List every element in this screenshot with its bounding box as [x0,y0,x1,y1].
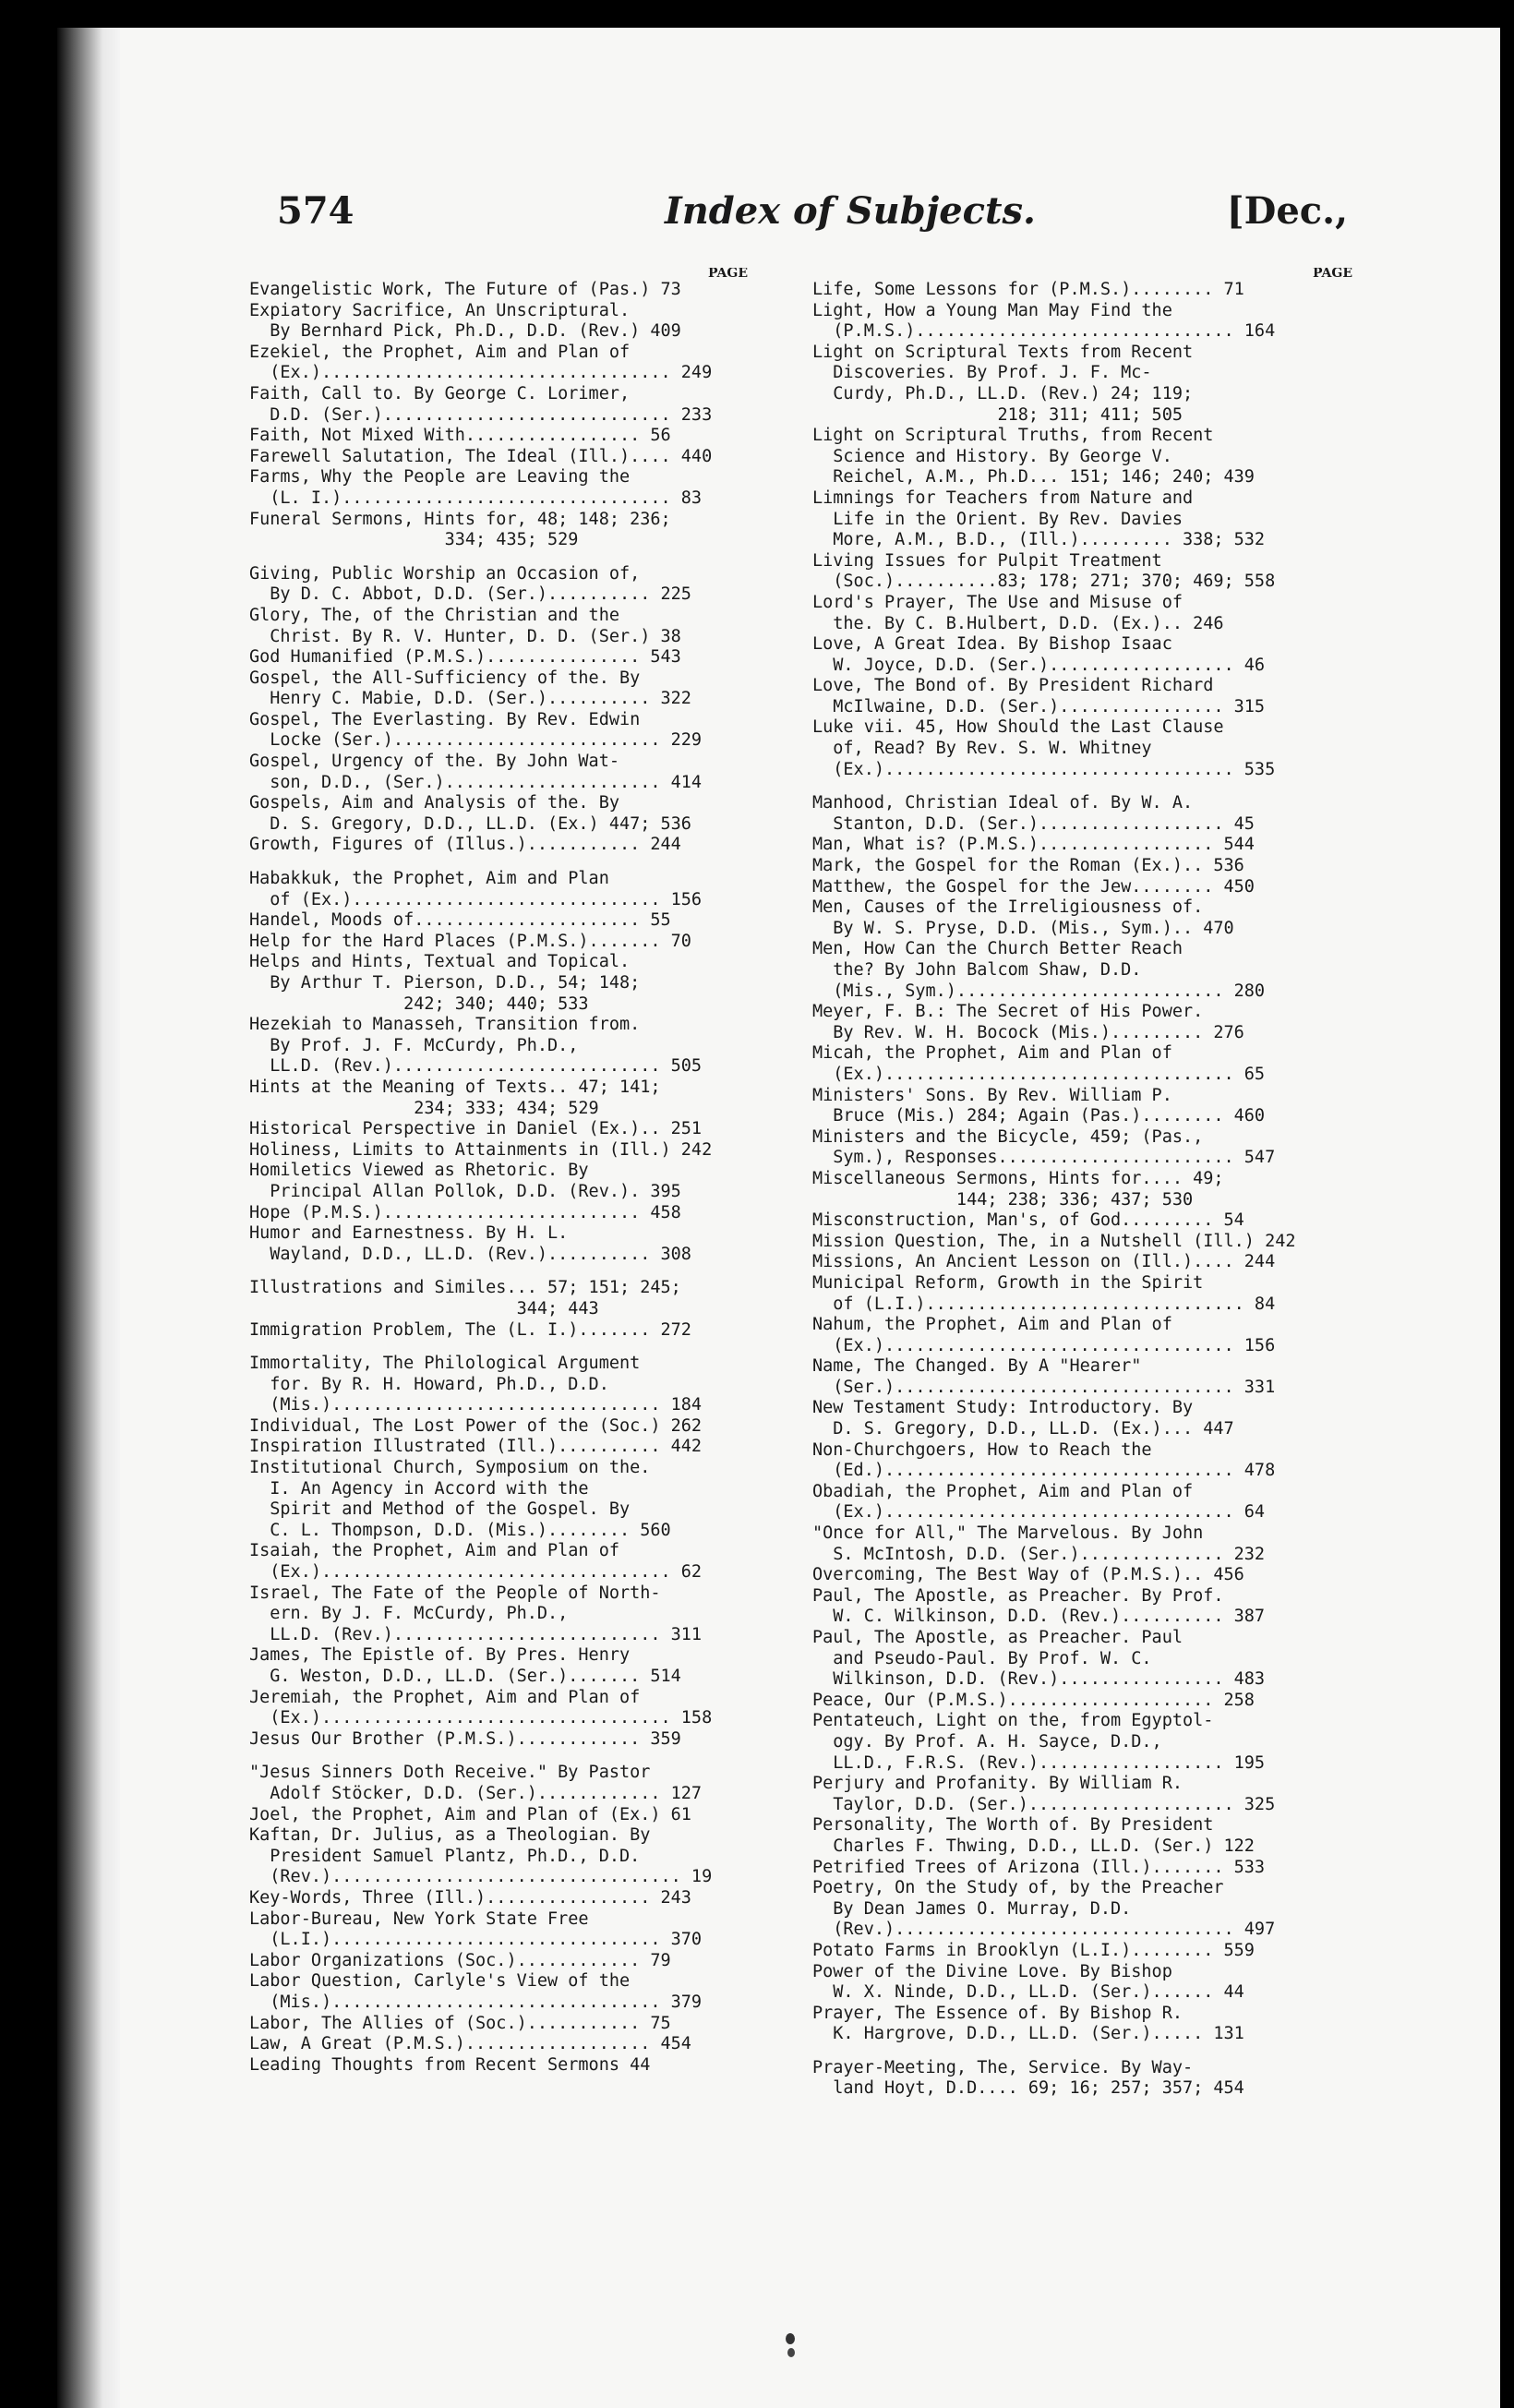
month-marker: [Dec., [1226,189,1348,233]
index-entry [249,1354,748,1416]
book-binding-edge [57,28,122,2408]
index-entry [249,426,748,447]
index-entry-line: Light, How a Young Man May Find the [812,300,1172,320]
index-entry [249,793,748,835]
index-entry [249,1078,748,1119]
index-entry-line: Meyer, F. B.: The Secret of His Power. [812,1002,1204,1022]
index-entry [249,606,748,647]
right-index-column [812,268,1352,2239]
index-entry-line: Wayland, D.D., LL.D. (Rev.).......... 308 [249,1244,691,1264]
index-entry [812,676,1352,717]
index-entry [249,1278,748,1319]
index-entry [249,1971,748,2013]
index-entry-line: Limnings for Teachers from Nature and [812,488,1194,508]
index-entry-line: 234; 333; 434; 529 [249,1098,599,1118]
index-entry-line: Luke vii. 45, How Should the Last Clause [812,717,1224,738]
index-entry-line: By W. S. Pryse, D.D. (Mis., Sym.).. 470 [812,918,1234,938]
index-entry-line: Faith, Call to. By George C. Lorimer, [249,383,631,403]
index-entry [249,1015,748,1078]
index-entry [812,835,1352,856]
index-entry-line: Charles F. Thwing, D.D., LL.D. (Ser.) 122 [812,1836,1255,1856]
index-entry-line: 144; 238; 336; 437; 530 [812,1189,1194,1210]
index-entry [249,869,748,910]
index-entry [812,1002,1352,1043]
index-entry-line: 344; 443 [249,1298,599,1318]
index-entry [812,939,1352,1002]
index-entry [249,301,748,343]
section-gap [249,551,748,564]
index-entry [249,1763,748,1804]
index-entry [249,343,748,384]
left-entries [249,280,748,2076]
index-entry-line: Hezekiah to Manasseh, Transition from. [249,1015,641,1035]
index-entry-line: Perjury and Profanity. By William R. [812,1774,1183,1794]
index-entry-line: God Humanified (P.M.S.)............... 543 [249,647,681,668]
index-entry-line: (Rev.)................................. 497 [812,1920,1276,1940]
index-entry-line: Immortality, The Philological Argument [249,1354,641,1374]
index-entry [249,668,748,710]
index-entry-line: (Ed.).................................. 478 [812,1461,1276,1481]
index-entry [812,1858,1352,1879]
index-entry-line: Kaftan, Dr. Julius, as a Theologian. By [249,1825,651,1846]
index-entry-line: Adolf Stöcker, D.D. (Ser.)............ 127 [249,1783,703,1803]
index-entry-line: D. S. Gregory, D.D., LL.D. (Ex.) 447; 536 [249,813,691,834]
index-entry-line: Hope (P.M.S.)......................... 458 [249,1202,681,1222]
print-speck [783,2331,798,2359]
index-entry-line: Name, The Changed. By A "Hearer" [812,1356,1142,1377]
index-entry [249,1223,748,1265]
index-entry-line: (Ex.).................................. 156 [812,1335,1276,1355]
index-entry-line: (Ex.).................................. 249 [249,363,713,383]
index-entry [249,1888,748,1909]
index-entry-line: Holiness, Limits to Attainments in (Ill.) 242 [249,1139,713,1160]
index-entry [812,793,1352,835]
index-entry-line: Prayer-Meeting, The, Service. By Way- [812,2057,1194,2077]
index-entry-line: Poetry, On the Study of, by the Preacher [812,1878,1224,1898]
index-entry-line: (Rev.).................................. 19 [249,1867,713,1887]
index-entry [812,877,1352,898]
index-entry-line: By Rev. W. H. Bocock (Mis.)......... 276 [812,1022,1244,1042]
index-entry-line: Giving, Public Worship an Occasion of, [249,563,641,584]
index-entry-line: Gospel, Urgency of the. By John Wat- [249,752,619,772]
section-gap [249,1341,748,1354]
section-gap [249,1750,748,1763]
index-entry-line: Gospel, The Everlasting. By Rev. Edwin [249,709,641,729]
index-entry-line: Glory, The, of the Christian and the [249,605,619,625]
index-entry [812,1440,1352,1482]
index-entry-line: of, Read? By Rev. S. W. Whitney [812,739,1152,759]
index-entry-line: Farms, Why the People are Leaving the [249,467,631,488]
index-entry-line: C. L. Thompson, D.D. (Mis.)........ 560 [249,1520,671,1540]
index-entry [812,593,1352,634]
index-entry-line: Matthew, the Gospel for the Jew........ 450 [812,876,1255,897]
index-entry-line: Mission Question, The, in a Nutshell (Ill.) 242 [812,1231,1296,1251]
index-entry-line: (L.I.)................................ 370 [249,1930,703,1950]
index-entry [249,2055,748,2077]
index-entry-line: (Ex.).................................. 158 [249,1708,713,1728]
page-number: 574 [277,189,354,233]
index-entry-line: Manhood, Christian Ideal of. By W. A. [812,793,1194,813]
page-column-heading: PAGE [708,268,748,281]
index-entry-line: "Once for All," The Marvelous. By John [812,1523,1204,1544]
index-entry-line: (Ex.).................................. 535 [812,759,1276,779]
index-entry-line: Life, Some Lessons for (P.M.S.)........ 71 [812,280,1244,299]
index-entry-line: land Hoyt, D.D.... 69; 16; 257; 357; 454 [812,2078,1244,2099]
index-entry-line: the? By John Balcom Shaw, D.D. [812,960,1142,980]
index-entry [249,467,748,509]
index-entry [812,1941,1352,1962]
index-entry-line: Helps and Hints, Textual and Topical. [249,952,631,972]
index-entry-line: Prayer, The Essence of. By Bishop R. [812,2003,1183,2023]
index-entry-line: Habakkuk, the Prophet, Aim and Plan [249,869,609,889]
index-entry [249,1437,748,1458]
index-entry-line: Overcoming, The Best Way of (P.M.S.).. 456 [812,1565,1244,1585]
index-entry-line: Farewell Salutation, The Ideal (Ill.).... 440 [249,446,713,466]
index-entry-line: By Bernhard Pick, Ph.D., D.D. (Rev.) 409 [249,321,681,342]
index-entry-line: Ezekiel, the Prophet, Aim and Plan of [249,342,631,362]
index-entry-line: Labor Organizations (Soc.)............ 79 [249,1950,671,1970]
index-entry-line: Misconstruction, Man's, of God......... 54 [812,1210,1244,1231]
index-entry-line: Israel, The Fate of the People of North- [249,1583,661,1603]
index-entry [249,910,748,932]
index-entry-line: of (Ex.).............................. 156 [249,889,703,909]
index-entry [812,634,1352,676]
index-entry [812,1628,1352,1691]
index-entry-line: (Mis.)................................ 184 [249,1395,703,1415]
index-entry [812,2058,1352,2100]
index-entry-line: More, A.M., B.D., (Ill.)......... 338; 532 [812,530,1266,550]
index-entry-line: ogy. By Prof. A. H. Sayce, D.D., [812,1731,1162,1752]
index-entry [249,1583,748,1646]
index-entry-line: (Mis.)................................ 379 [249,1992,703,2012]
index-entry [249,1161,748,1202]
index-entry [249,1909,748,1951]
index-entry [249,1729,748,1751]
section-gap [249,1265,748,1278]
index-entry-line: Paul, The Apostle, as Preacher. Paul [812,1628,1183,1647]
section-gap [249,856,748,869]
index-entry-line: Growth, Figures of (Illus.)........... 244 [249,835,681,855]
index-entry-line: Micah, the Prophet, Aim and Plan of [812,1043,1172,1064]
index-entry [249,280,748,301]
index-entry-line: K. Hargrove, D.D., LL.D. (Ser.)..... 131 [812,2024,1244,2044]
index-entry-line: ern. By J. F. McCurdy, Ph.D., [249,1604,569,1624]
index-entry-line: (Ex.).................................. 64 [812,1502,1266,1523]
index-entry-line: D. S. Gregory, D.D., LL.D. (Ex.)... 447 [812,1419,1234,1439]
index-entry-line: Inspiration Illustrated (Ill.).......... 442 [249,1437,703,1457]
index-entry-line: Pentateuch, Light on the, from Egyptol- [812,1711,1214,1731]
index-entry-line: Immigration Problem, The (L. I.)....... 272 [249,1319,691,1340]
index-entry-line: By Dean James O. Murray, D.D. [812,1898,1132,1919]
running-header [277,189,1348,245]
index-entry-line: Handel, Moods of...................... 55 [249,910,671,931]
index-entry [249,1825,748,1888]
index-entry [812,1774,1352,1815]
index-entry-line: the. By C. B.Hulbert, D.D. (Ex.).. 246 [812,613,1224,633]
index-entry-line: Gospel, the All-Sufficiency of the. By [249,668,641,688]
index-entry-line: 334; 435; 529 [249,530,579,550]
index-entry [249,1645,748,1687]
index-entry [812,1127,1352,1169]
index-entry [812,280,1352,301]
index-entry [812,1565,1352,1586]
index-entry-line: LL.D. (Rev.).......................... 505 [249,1056,703,1077]
index-entry [812,1878,1352,1941]
index-entry-line: Petrified Trees of Arizona (Ill.)....... 533 [812,1857,1266,1877]
index-entry [249,835,748,856]
index-entry-line: Ministers and the Bicycle, 459; (Pas., [812,1126,1204,1147]
index-entry-line: Life in the Orient. By Rev. Davies [812,509,1183,529]
index-entry [249,1203,748,1224]
index-entry-line: Paul, The Apostle, as Preacher. By Prof. [812,1585,1224,1606]
index-entry-line: of (L.I.)............................... 84 [812,1294,1276,1314]
index-entry-line: Wilkinson, D.D. (Rev.)................ 483 [812,1669,1266,1690]
index-entry-line: By Prof. J. F. McCurdy, Ph.D., [249,1035,579,1055]
index-entry-line: James, The Epistle of. By Pres. Henry [249,1645,631,1666]
index-entry [249,1320,748,1342]
index-entry-line: Personality, The Worth of. By President [812,1815,1214,1836]
index-entry [249,564,748,606]
index-entry-line: Discoveries. By Prof. J. F. Mc- [812,363,1152,383]
index-entry-line: Stanton, D.D. (Ser.).................. 45 [812,813,1255,834]
index-entry [249,2034,748,2055]
index-entry-line: (L. I.)................................ 83 [249,488,703,508]
index-entry-line: G. Weston, D.D., LL.D. (Ser.)....... 514 [249,1667,681,1686]
index-entry [249,1951,748,1972]
index-entry-line: Law, A Great (P.M.S.).................. 454 [249,2034,691,2054]
index-entry [249,1140,748,1162]
index-entry-line: 218; 311; 411; 505 [812,404,1183,425]
index-entry-line: Principal Allan Pollok, D.D. (Rev.). 395 [249,1181,681,1201]
section-gap [812,2045,1352,2058]
index-entry-line: By Arthur T. Pierson, D.D., 54; 148; [249,973,641,993]
index-entry-line: Expiatory Sacrifice, An Unscriptural. [249,300,631,320]
index-entry [249,647,748,668]
index-entry-line: Hints at the Meaning of Texts.. 47; 141; [249,1077,661,1097]
index-entry-line: S. McIntosh, D.D. (Ser.).............. 232 [812,1544,1266,1564]
index-entry [812,343,1352,426]
index-entry [812,1169,1352,1210]
index-entry [812,856,1352,877]
index-entry [812,1356,1352,1398]
index-entry-line: Peace, Our (P.M.S.).................... 258 [812,1690,1255,1710]
index-entry-line: Nahum, the Prophet, Aim and Plan of [812,1315,1172,1335]
index-entry-line: Locke (Ser.).......................... 229 [249,730,703,751]
index-entry-line: Light on Scriptural Texts from Recent [812,342,1194,362]
right-entries [812,280,1352,2100]
index-entry [812,426,1352,488]
index-entry-line: Christ. By R. V. Hunter, D. D. (Ser.) 38 [249,626,681,646]
index-entry-line: LL.D. (Rev.).......................... 311 [249,1624,703,1644]
index-entry-line: (Ex.).................................. 65 [812,1064,1266,1084]
index-entry-line: Love, A Great Idea. By Bishop Isaac [812,634,1172,655]
index-entry-line: Help for the Hard Places (P.M.S.)....... 70 [249,931,691,951]
index-entry-line: Light on Scriptural Truths, from Recent [812,426,1214,446]
index-entry-line: Spirit and Method of the Gospel. By [249,1499,631,1520]
index-entry [249,2014,748,2035]
index-entry-line: and Pseudo-Paul. By Prof. W. C. [812,1648,1152,1668]
index-entry [249,752,748,793]
index-entry-line: Bruce (Mis.) 284; Again (Pas.)........ 460 [812,1106,1266,1126]
index-entry-line: Gospels, Aim and Analysis of the. By [249,793,619,813]
index-entry [812,717,1352,780]
index-entry-line: Obadiah, the Prophet, Aim and Plan of [812,1481,1194,1501]
index-entry-line: Non-Churchgoers, How to Reach the [812,1439,1152,1460]
index-entry-line: W. C. Wilkinson, D.D. (Rev.).......... 387 [812,1607,1266,1627]
index-entry-line: Love, The Bond of. By President Richard [812,676,1214,696]
index-entry-line: W. X. Ninde, D.D., LL.D. (Ser.)...... 44 [812,1982,1244,2003]
index-entry [812,551,1352,593]
index-entry-line: Miscellaneous Sermons, Hints for.... 49; [812,1168,1224,1188]
index-entry [249,1541,748,1583]
left-index-column [249,268,748,2239]
index-entry-line: Labor, The Allies of (Soc.)........... 75 [249,2013,671,2033]
index-entry [249,1416,748,1438]
index-entry [812,1273,1352,1315]
index-entry-line: Science and History. By George V. [812,446,1172,466]
index-entry-line: Sym.), Responses....................... 547 [812,1148,1276,1168]
index-entry-line: Homiletics Viewed as Rhetoric. By [249,1161,589,1181]
index-entry-line: Faith, Not Mixed With................. 56 [249,426,671,446]
page-title: Index of Subjects. [665,189,1036,233]
index-entry-line: Key-Words, Three (Ill.)................ 243 [249,1887,691,1908]
index-entry-line: Evangelistic Work, The Future of (Pas.) 73 [249,280,681,299]
index-entry [812,1523,1352,1565]
index-entry [249,447,748,468]
index-entry [249,510,748,551]
index-entry-line: for. By R. H. Howard, Ph.D., D.D. [249,1374,609,1394]
index-entry-line: Jesus Our Brother (P.M.S.)............ 359 [249,1728,681,1749]
index-entry [812,1398,1352,1439]
index-entry-line: Historical Perspective in Daniel (Ex.).. 251 [249,1119,703,1139]
index-entry [812,1586,1352,1628]
index-entry-line: Institutional Church, Symposium on the. [249,1458,651,1478]
index-entry-line: Municipal Reform, Growth in the Spirit [812,1272,1204,1293]
index-entry-line: Labor Question, Carlyle's View of the [249,1971,631,1992]
index-entry-line: son, D.D., (Ser.)..................... 414 [249,772,703,792]
index-entry [812,1043,1352,1085]
index-entry-line: (Soc.)..........83; 178; 271; 370; 469; 558 [812,572,1276,592]
index-entry-line: D.D. (Ser.)............................ 233 [249,404,713,425]
index-entry [249,384,748,426]
index-entry [812,1691,1352,1712]
index-entry-line: I. An Agency in Accord with the [249,1478,589,1499]
index-entry-line: (Ser.)................................. 331 [812,1377,1276,1397]
index-entry-line: Isaiah, the Prophet, Aim and Plan of [249,1541,619,1561]
index-entry [249,1119,748,1140]
index-entry [812,1962,1352,2004]
index-entry-line: Individual, The Lost Power of the (Soc.) 262 [249,1415,703,1436]
index-entry-line: Men, Causes of the Irreligiousness of. [812,897,1204,918]
index-entry-line: President Samuel Plantz, Ph.D., D.D. [249,1846,641,1866]
index-entry-line: Mark, the Gospel for the Roman (Ex.).. 536 [812,856,1244,876]
index-entry [249,1458,748,1541]
index-entry-line: New Testament Study: Introductory. By [812,1398,1194,1418]
page-column-heading: PAGE [1313,268,1352,281]
index-entry-line: W. Joyce, D.D. (Ser.).................. 46 [812,655,1266,675]
index-entry-line: Curdy, Ph.D., LL.D. (Rev.) 24; 119; [812,383,1194,403]
index-entry [249,710,748,752]
index-entry [812,1815,1352,1857]
index-entry-line: Illustrations and Similes... 57; 151; 245; [249,1278,681,1298]
index-entry-line: Potato Farms in Brooklyn (L.I.)........ 559 [812,1940,1255,1960]
index-entry-line: Missions, An Ancient Lesson on (Ill.).... 244 [812,1252,1276,1272]
index-entry-line: (Mis., Sym.).......................... 280 [812,981,1266,1001]
index-entry [812,897,1352,939]
index-entry-line: Reichel, A.M., Ph.D... 151; 146; 240; 439 [812,467,1255,488]
index-entry-line: Living Issues for Pulpit Treatment [812,550,1162,571]
index-entry [812,1482,1352,1523]
index-entry-line: (P.M.S.)............................... 164 [812,321,1276,342]
index-entry [249,1688,748,1729]
index-entry-line: McIlwaine, D.D. (Ser.)................ 315 [812,696,1266,716]
index-entry [812,1232,1352,1253]
index-entry [812,1086,1352,1127]
index-entry [812,2004,1352,2045]
index-entry-line: Labor-Bureau, New York State Free [249,1908,589,1929]
index-entry-line: LL.D., F.R.S. (Rev.).................. 195 [812,1752,1266,1773]
index-entry-line: Humor and Earnestness. By H. L. [249,1223,569,1244]
index-entry-line: Leading Thoughts from Recent Sermons 44 [249,2054,651,2075]
index-entry-line: Men, How Can the Church Better Reach [812,939,1183,959]
index-entry-line: Joel, the Prophet, Aim and Plan of (Ex.) 61 [249,1804,691,1824]
index-entry-line: Jeremiah, the Prophet, Aim and Plan of [249,1687,641,1707]
index-entry-line: "Jesus Sinners Doth Receive." By Pastor [249,1763,651,1783]
index-entry-line: 242; 340; 440; 533 [249,993,589,1014]
index-entry [249,1805,748,1826]
index-entry-line: (Ex.).................................. 62 [249,1562,703,1583]
index-entry [812,1252,1352,1273]
index-entry [812,301,1352,343]
index-entry-line: Henry C. Mabie, D.D. (Ser.).......... 322 [249,689,691,709]
index-entry [812,1711,1352,1774]
section-gap [812,780,1352,793]
index-entry-line: Power of the Divine Love. By Bishop [812,1961,1172,1981]
index-entry [812,1315,1352,1356]
index-entry [249,952,748,1015]
index-entry-line: Funeral Sermons, Hints for, 48; 148; 236; [249,509,671,529]
index-entry-line: Lord's Prayer, The Use and Misuse of [812,592,1183,612]
index-entry-line: By D. C. Abbot, D.D. (Ser.).......... 225 [249,584,691,605]
index-entry-line: Man, What is? (P.M.S.)................. 544 [812,835,1255,855]
index-entry [812,488,1352,551]
index-entry [812,1210,1352,1232]
index-entry-line: Ministers' Sons. By Rev. William P. [812,1085,1172,1105]
index-entry [249,932,748,953]
index-entry-line: Taylor, D.D. (Ser.).................... 325 [812,1794,1276,1814]
